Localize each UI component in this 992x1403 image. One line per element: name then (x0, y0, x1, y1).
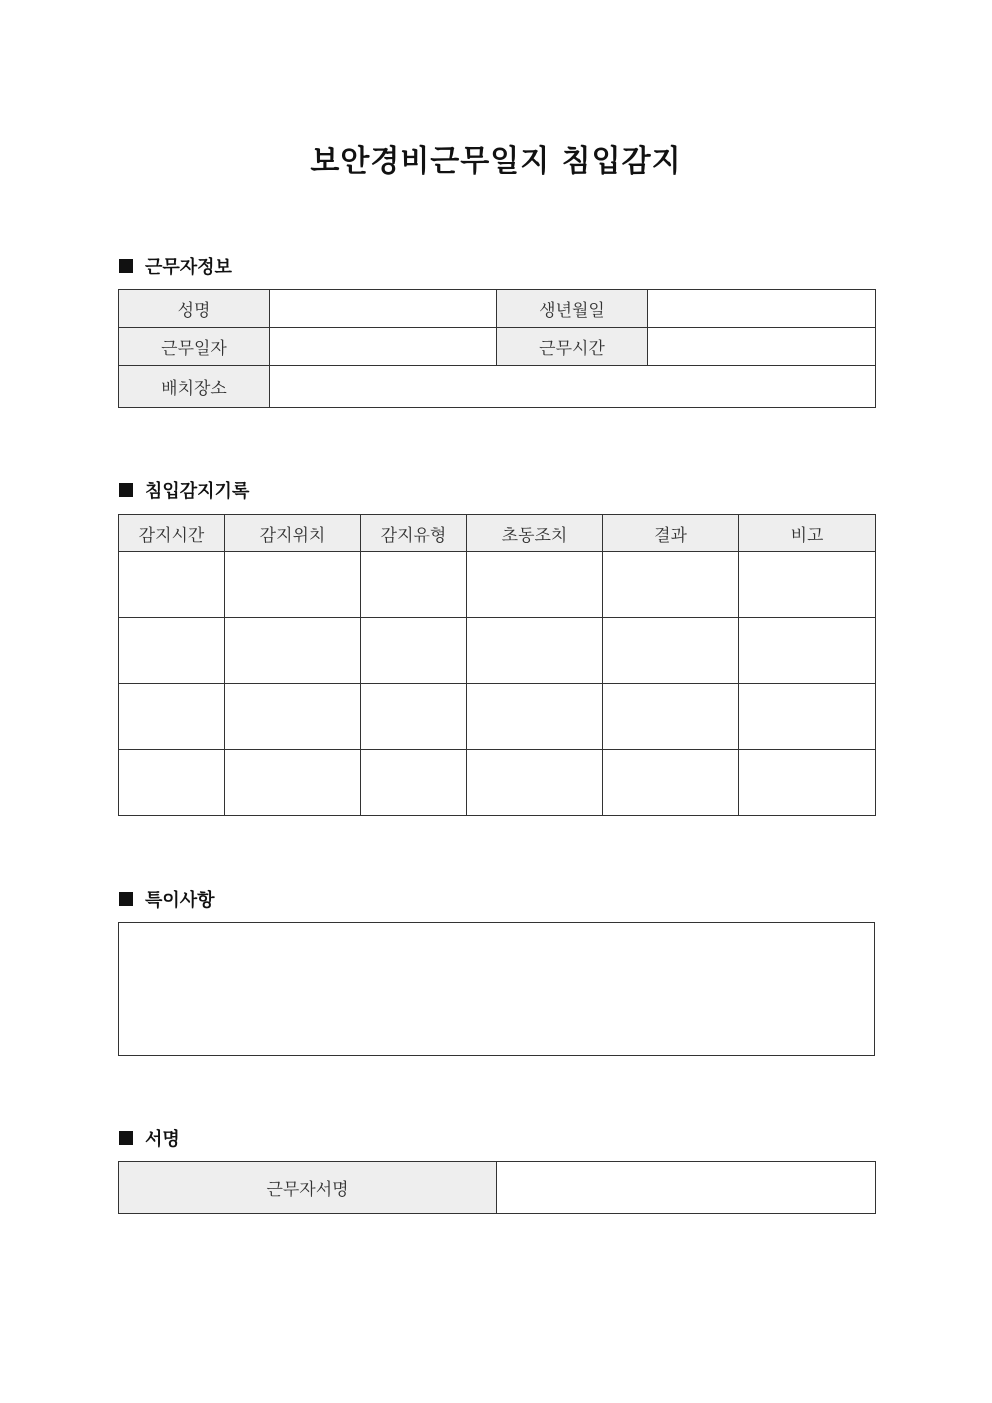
table-cell[interactable] (739, 750, 876, 816)
section-heading-remarks (119, 886, 215, 912)
table-cell[interactable] (119, 618, 225, 684)
section-title: 침입감지기록 (145, 481, 250, 502)
table-cell[interactable] (739, 618, 876, 684)
table-cell[interactable] (225, 750, 361, 816)
table-row (119, 750, 876, 816)
table-cell[interactable] (467, 618, 603, 684)
table-cell[interactable] (739, 552, 876, 618)
section-title: 특이사항 (145, 890, 215, 911)
table-cell[interactable] (739, 684, 876, 750)
table-cell[interactable] (603, 750, 739, 816)
table-cell[interactable] (467, 750, 603, 816)
work-date-field[interactable] (270, 328, 497, 366)
table-cell[interactable] (361, 552, 467, 618)
name-field[interactable] (270, 290, 497, 328)
post-location-label: 배치장소 (119, 366, 270, 408)
name-label: 성명 (119, 290, 270, 328)
section-heading-worker-info (119, 253, 232, 279)
square-bullet-icon (119, 1131, 133, 1145)
section-title: 서명 (145, 1129, 180, 1150)
remarks-field[interactable] (118, 922, 875, 1056)
column-header-detect-time: 감지시간 (119, 515, 225, 552)
table-cell[interactable] (603, 684, 739, 750)
page-title: 보안경비근무일지 침입감지 (310, 144, 682, 179)
column-header-detect-type: 감지유형 (361, 515, 467, 552)
worker-info-table (118, 289, 876, 408)
post-location-field[interactable] (270, 366, 876, 408)
table-cell[interactable] (361, 618, 467, 684)
birthdate-label: 생년월일 (497, 290, 648, 328)
table-cell[interactable] (361, 684, 467, 750)
work-date-label: 근무일자 (119, 328, 270, 366)
table-row (119, 618, 876, 684)
signature-table (118, 1161, 876, 1214)
table-cell[interactable] (467, 684, 603, 750)
section-heading-intrusion-log (119, 477, 249, 503)
table-cell[interactable] (119, 684, 225, 750)
table-cell[interactable] (225, 552, 361, 618)
table-cell[interactable] (467, 552, 603, 618)
table-cell[interactable] (361, 750, 467, 816)
table-cell[interactable] (225, 684, 361, 750)
table-header-row (119, 515, 876, 552)
birthdate-field[interactable] (648, 290, 876, 328)
section-heading-signature (119, 1125, 180, 1151)
intrusion-log-table (118, 514, 876, 816)
square-bullet-icon (119, 259, 133, 273)
table-row (119, 552, 876, 618)
work-hours-label: 근무시간 (497, 328, 648, 366)
column-header-detect-location: 감지위치 (225, 515, 361, 552)
table-row (119, 684, 876, 750)
column-header-notes: 비고 (739, 515, 876, 552)
table-cell[interactable] (603, 618, 739, 684)
section-title: 근무자정보 (145, 257, 232, 278)
work-hours-field[interactable] (648, 328, 876, 366)
square-bullet-icon (119, 483, 133, 497)
column-header-initial-action: 초동조치 (467, 515, 603, 552)
table-cell[interactable] (119, 750, 225, 816)
table-cell[interactable] (119, 552, 225, 618)
column-header-result: 결과 (603, 515, 739, 552)
table-cell[interactable] (225, 618, 361, 684)
worker-signature-label: 근무자서명 (119, 1162, 497, 1214)
table-cell[interactable] (603, 552, 739, 618)
square-bullet-icon (119, 892, 133, 906)
worker-signature-field[interactable] (497, 1162, 876, 1214)
